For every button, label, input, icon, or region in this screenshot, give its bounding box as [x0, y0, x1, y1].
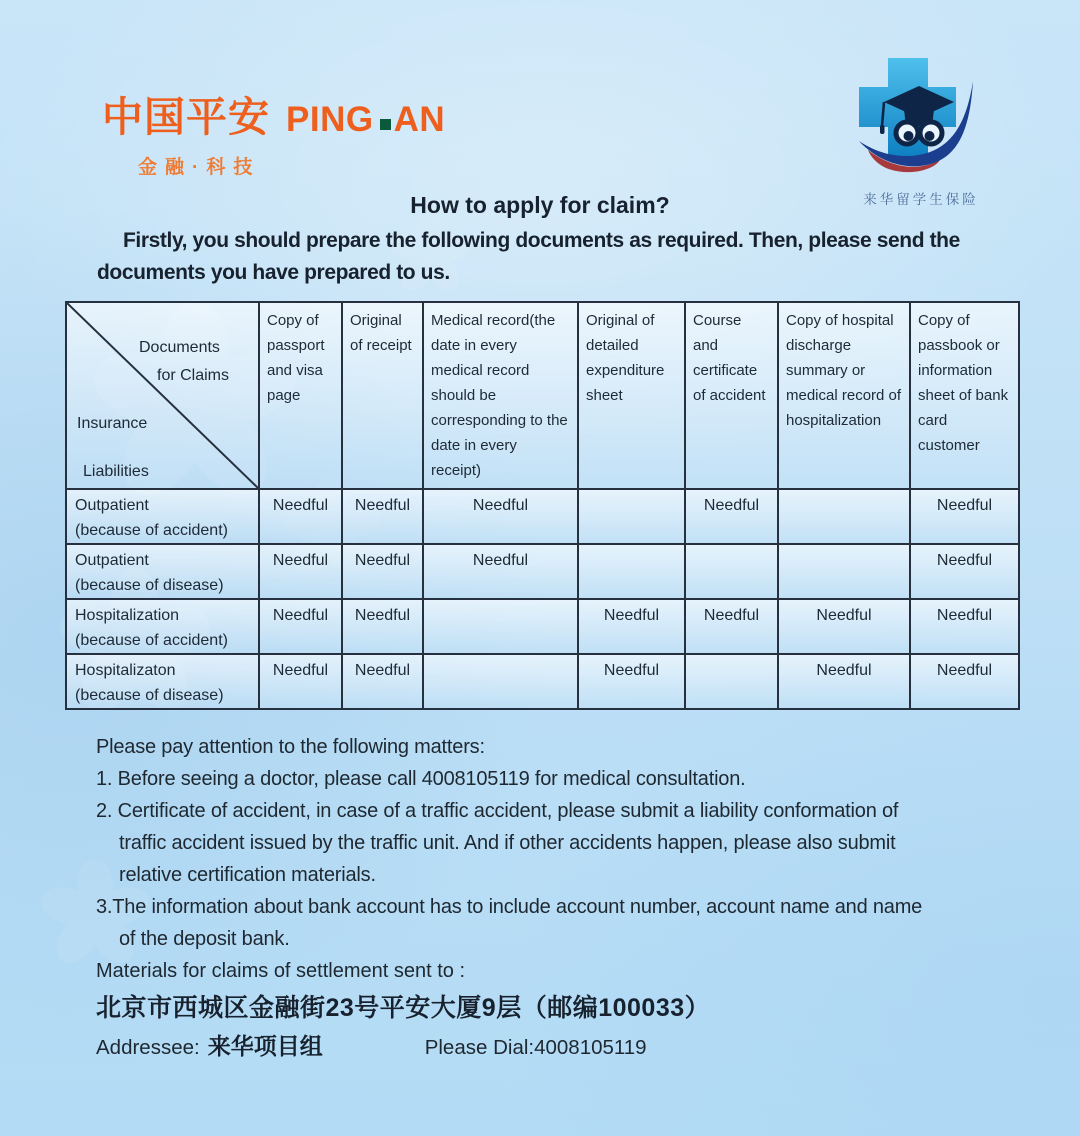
- needful-cell: Needful: [578, 654, 685, 709]
- needful-cell: Needful: [259, 599, 342, 654]
- row-name: Outpatient: [75, 497, 149, 514]
- claims-documents-table: [65, 301, 1020, 710]
- row-cause: (because of accident): [75, 522, 228, 539]
- intro-line-2: documents you have prepared to us.: [97, 261, 450, 284]
- note-item-2-cont: relative certification materials.: [119, 864, 376, 886]
- row-cause: (because of disease): [75, 577, 224, 594]
- needful-cell: [685, 544, 778, 599]
- addressee-label: Addressee:: [96, 1036, 200, 1059]
- addressee-row: [96, 1028, 922, 1066]
- pingan-tagline: 金融·科技: [138, 157, 261, 178]
- pingan-logo-ping: PING: [286, 100, 374, 139]
- intro-section: [0, 192, 1080, 285]
- row-label: [66, 654, 259, 709]
- mailing-address: 北京市西城区金融街23号平安大厦9层（邮编100033）: [96, 994, 711, 1022]
- note-item-2-cont: traffic accident issued by the traffic unit. And if other accidents happen, please also submit: [119, 832, 896, 854]
- badge-caption: 来华留学生保险: [863, 192, 979, 207]
- needful-cell: Needful: [685, 599, 778, 654]
- needful-cell: Needful: [423, 489, 578, 544]
- table-row-hospitalization-accident: [66, 599, 1019, 654]
- intro-line-1: Firstly, you should prepare the following documents as required. Then, please send the: [123, 229, 960, 252]
- addressee-value: 来华项目组: [207, 1033, 323, 1059]
- column-header-bank-info: Copy of passbook or information sheet of bank card customer: [910, 302, 1019, 489]
- row-label: [66, 544, 259, 599]
- needful-cell: [423, 654, 578, 709]
- needful-cell: Needful: [910, 489, 1019, 544]
- pingan-logo-an: AN: [393, 100, 446, 139]
- needful-cell: [578, 489, 685, 544]
- needful-cell: Needful: [778, 599, 910, 654]
- column-header-medical-record: Medical record(the date in every medical record should be corresponding to the date in every receipt): [423, 302, 578, 489]
- needful-cell: Needful: [259, 654, 342, 709]
- column-header-expenditure-sheet: Original of detailed expenditure sheet: [578, 302, 685, 489]
- corner-cell: [66, 302, 259, 489]
- pingan-green-mark-icon: [380, 119, 391, 130]
- column-header-receipt: Original of receipt: [342, 302, 423, 489]
- needful-cell: Needful: [423, 544, 578, 599]
- needful-cell: [423, 599, 578, 654]
- table-header-row: [66, 302, 1019, 489]
- student-insurance-badge: [845, 50, 997, 208]
- column-header-passport: Copy of passport and visa page: [259, 302, 342, 489]
- row-cause: (because of disease): [75, 687, 224, 704]
- note-item-3: 3.The information about bank account has to include account number, account name and name: [96, 896, 923, 918]
- needful-cell: Needful: [685, 489, 778, 544]
- corner-insurance-label: Insurance: [77, 415, 148, 432]
- row-label: [66, 599, 259, 654]
- column-header-discharge-summary: Copy of hospital discharge summary or medical record of hospitalization: [778, 302, 910, 489]
- row-name: Outpatient: [75, 552, 149, 569]
- pingan-logo-english: [286, 100, 445, 140]
- needful-cell: Needful: [342, 599, 423, 654]
- note-item-3-cont: of the deposit bank.: [119, 928, 290, 950]
- medical-cross-graduation-icon: [845, 50, 997, 180]
- notes-heading: Please pay attention to the following matters:: [96, 736, 485, 758]
- pingan-logo: [102, 84, 445, 179]
- needful-cell: Needful: [910, 544, 1019, 599]
- service-phone: Please Dial:4008105119: [424, 1036, 647, 1059]
- row-cause: (because of accident): [75, 632, 228, 649]
- needful-cell: [778, 544, 910, 599]
- needful-cell: Needful: [778, 654, 910, 709]
- corner-documents-label: Documents: [139, 339, 220, 356]
- row-name: Hospitalization: [75, 607, 180, 624]
- notes-section: [96, 731, 922, 1066]
- column-header-accident-certificate: Course and certificate of accident: [685, 302, 778, 489]
- needful-cell: Needful: [910, 654, 1019, 709]
- needful-cell: Needful: [342, 654, 423, 709]
- needful-cell: Needful: [342, 544, 423, 599]
- needful-cell: Needful: [910, 599, 1019, 654]
- corner-liabilities-label: Liabilities: [83, 463, 149, 480]
- table-row-outpatient-accident: [66, 489, 1019, 544]
- needful-cell: [778, 489, 910, 544]
- needful-cell: Needful: [259, 544, 342, 599]
- table-row-outpatient-disease: [66, 544, 1019, 599]
- table-row-hospitalization-disease: [66, 654, 1019, 709]
- needful-cell: Needful: [259, 489, 342, 544]
- needful-cell: [578, 544, 685, 599]
- corner-for-claims-label: for Claims: [157, 367, 230, 384]
- needful-cell: Needful: [578, 599, 685, 654]
- note-item-2: 2. Certificate of accident, in case of a traffic accident, please submit a liability conformation of: [96, 800, 899, 822]
- pingan-logo-chinese: 中国平安: [102, 94, 270, 140]
- materials-send-to: Materials for claims of settlement sent to :: [96, 960, 466, 982]
- needful-cell: [685, 654, 778, 709]
- page-title: How to apply for claim?: [410, 192, 670, 218]
- row-label: [66, 489, 259, 544]
- row-name: Hospitalizaton: [75, 662, 176, 679]
- needful-cell: Needful: [342, 489, 423, 544]
- note-item-1: 1. Before seeing a doctor, please call 4008105119 for medical consultation.: [96, 768, 746, 790]
